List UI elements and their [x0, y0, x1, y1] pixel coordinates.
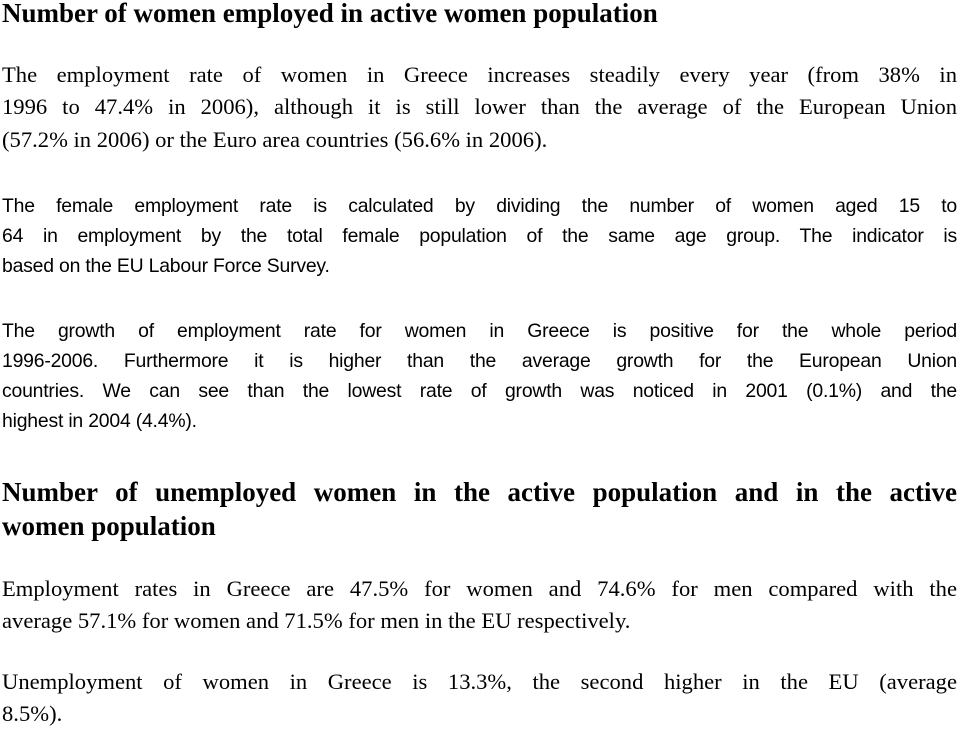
paragraph-line: The female employment rate is calculated by dividing the number of women aged 15 to — [2, 195, 957, 217]
heading-line: women population — [2, 511, 216, 541]
section-heading-employed: Number of women employed in active women population — [2, 0, 658, 28]
paragraph-line: highest in 2004 (4.4%). — [2, 410, 197, 432]
paragraph-line: Employment rates in Greece are 47.5% for women and 74.6% for men compared with the — [2, 576, 957, 601]
paragraph-growth — [2, 316, 957, 436]
paragraph-rate-definition — [2, 191, 957, 281]
paragraph-line: (57.2% in 2006) or the Euro area countries (56.6% in 2006). — [2, 126, 548, 152]
paragraph-line: average 57.1% for women and 71.5% for men in the EU respectively. — [2, 608, 631, 634]
heading-line: Number of unemployed women in the active population and in the active — [2, 477, 957, 507]
paragraph-line: Unemployment of women in Greece is 13.3%, the second higher in the EU (average — [2, 669, 957, 694]
paragraph-unemployment — [2, 666, 957, 731]
paragraph-line: The employment rate of women in Greece increases steadily every year (from 38% in — [2, 62, 957, 87]
paragraph-line: based on the EU Labour Force Survey. — [2, 255, 330, 277]
paragraph-line: 1996-2006. Furthermore it is higher than the average growth for the European Union — [2, 350, 957, 372]
paragraph-line: 8.5%). — [2, 701, 63, 727]
paragraph-line: countries. We can see than the lowest rate of growth was noticed in 2001 (0.1%) and the — [2, 380, 957, 402]
paragraph-line: The growth of employment rate for women in Greece is positive for the whole period — [2, 320, 957, 342]
paragraph-employment-comparison — [2, 573, 957, 638]
paragraph-line: 1996 to 47.4% in 2006), although it is still lower than the average of the European Union — [2, 94, 957, 120]
paragraph-line: 64 in employment by the total female population of the same age group. The indicator is — [2, 225, 957, 247]
section-heading-unemployed — [2, 475, 957, 543]
paragraph-employment-rate — [2, 59, 957, 156]
